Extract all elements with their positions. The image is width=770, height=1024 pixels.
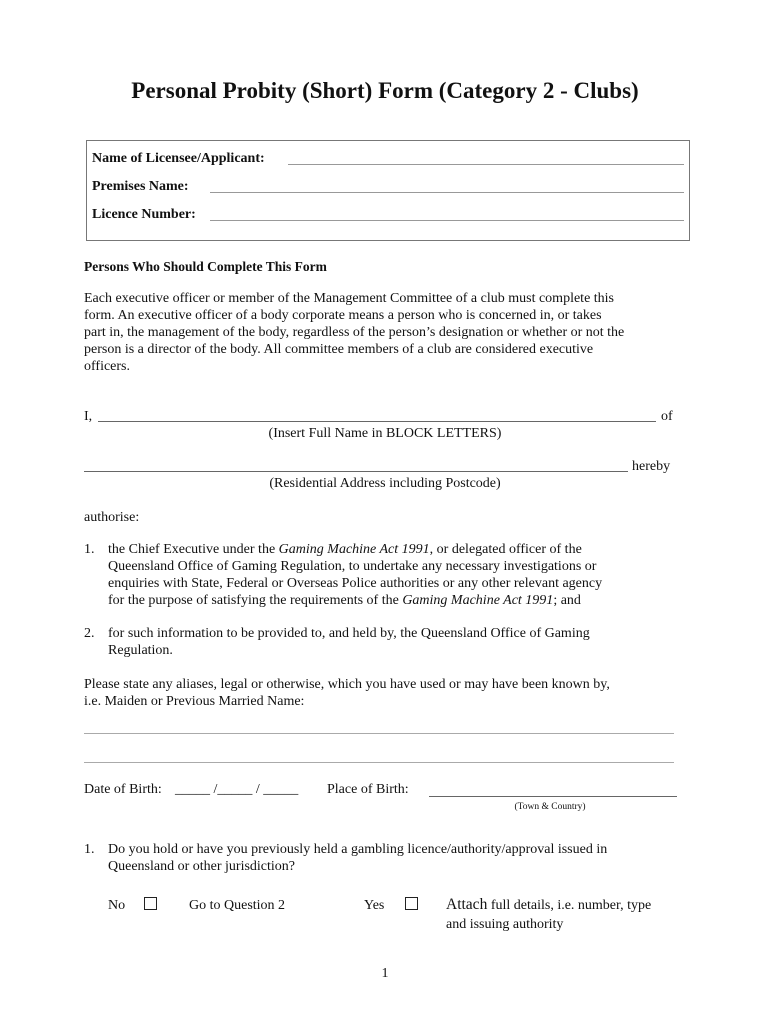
yes-action [446,896,651,914]
hereby-label: hereby [632,459,671,474]
pob-caption: (Town & Country) [514,802,586,812]
authorise-item-2-line-1: for such information to be provided to, and held by, the Queensland Office of Gaming [108,626,590,641]
premises-label: Premises Name: [92,179,189,194]
yes-action-2: and issuing authority [446,917,564,932]
intro-line: part in, the management of the body, regardless of the person’s designation or whether or not the [84,325,625,340]
aliases-prompt: Please state any aliases, legal or otherwise, which you have used or may have been known by, [84,677,610,692]
authorise-label: authorise: [84,510,140,525]
text: , or delegated officer of the [429,542,582,557]
full-name-field[interactable] [98,421,656,422]
pob-label: Place of Birth: [327,782,409,797]
authorise-item-1-line-2: Queensland Office of Gaming Regulation, to undertake any necessary investigations or [108,559,597,574]
no-checkbox[interactable] [144,897,157,910]
intro-line: officers. [84,359,130,374]
text: the Chief Executive under the [108,542,279,557]
act-name: Gaming Machine Act 1991 [278,542,430,557]
full-name-caption: (Insert Full Name in BLOCK LETTERS) [268,426,502,441]
no-label: No [108,898,126,913]
i-label: I, [84,409,93,424]
attach-word: Attach [446,896,488,913]
act-name: Gaming Machine Act 1991 [402,593,554,608]
licensee-label: Name of Licensee/Applicant: [92,151,265,166]
premises-field[interactable] [210,192,684,193]
text: for the purpose of satisfying the requirements of the [108,593,403,608]
authorise-item-1-line-4 [108,592,581,609]
licensee-field[interactable] [288,164,684,165]
text: ; and [553,593,581,608]
question-1-text-2: Queensland or other jurisdiction? [108,859,296,874]
pob-field[interactable] [429,796,677,797]
aliases-field-2[interactable] [84,762,674,763]
question-number: 1. [84,842,95,857]
licence-number-label: Licence Number: [92,207,196,222]
list-number: 1. [84,542,95,557]
of-label: of [661,409,673,424]
yes-checkbox[interactable] [405,897,418,910]
authorise-item-1-line-3: enquiries with State, Federal or Overseas Police authorities or any other relevant agency [108,576,603,591]
yes-label: Yes [364,898,385,913]
dob-field[interactable]: _____ /_____ / _____ [175,782,299,797]
aliases-prompt-2: i.e. Maiden or Previous Married Name: [84,694,305,709]
question-1-text: Do you hold or have you previously held a gambling licence/authority/approval issued in [108,842,608,857]
section-heading: Persons Who Should Complete This Form [84,259,327,274]
intro-line: Each executive officer or member of the Management Committee of a club must complete this [84,291,615,306]
dob-label: Date of Birth: [84,782,162,797]
aliases-field-1[interactable] [84,733,674,734]
address-field[interactable] [84,471,628,472]
licence-number-field[interactable] [210,220,684,221]
address-caption: (Residential Address including Postcode) [269,476,501,491]
text: full details, i.e. number, type [487,898,652,913]
list-number: 2. [84,626,95,641]
form-title: Personal Probity (Short) Form (Category 2 - Clubs) [131,78,639,103]
authorise-item-2-line-2: Regulation. [108,643,173,658]
no-action: Go to Question 2 [189,898,286,913]
authorise-item-1-line-1 [108,541,582,558]
intro-line: person is a director of the body. All committee members of a club are considered executive [84,342,594,357]
intro-line: form. An executive officer of a body corporate means a person who is concerned in, or takes [84,308,602,323]
page-number: 1 [381,966,389,981]
